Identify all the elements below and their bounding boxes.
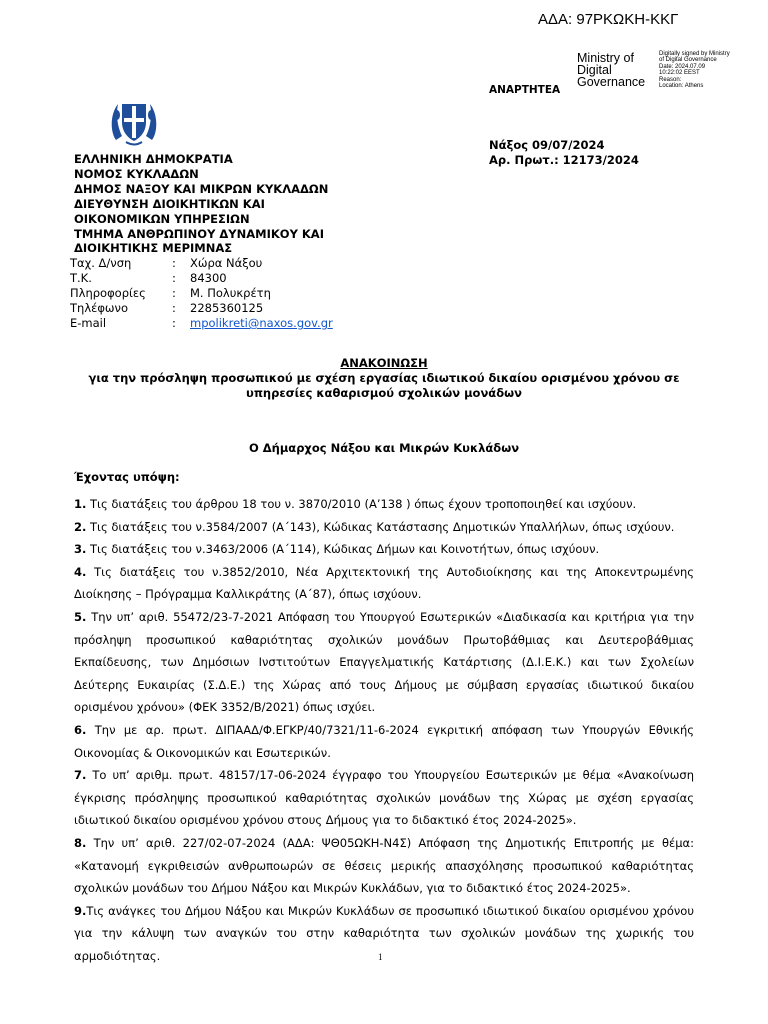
contact-row — [70, 301, 333, 316]
list-item — [74, 832, 694, 900]
item-text: Τις διατάξεις του άρθρου 18 του ν. 3870/2010 (Α’138 ) όπως έχουν τροποποιηθεί και ισχύουν. — [86, 497, 637, 511]
contact-row — [70, 286, 333, 301]
authority-line: ΔΙΕΥΘΥΝΣΗ ΔΙΟΙΚΗΤΙΚΩΝ ΚΑΙ — [74, 196, 265, 211]
announcement-subtitle — [60, 371, 708, 401]
signature-org — [577, 52, 645, 88]
contact-colon: : — [172, 271, 176, 285]
item-number: 7. — [74, 768, 87, 783]
signature-info-line: 10:22:02 EEST — [659, 70, 700, 77]
considerations-list — [74, 493, 694, 967]
protocol-number: Αρ. Πρωτ.: 12173/2024 — [489, 153, 639, 167]
signature-org-line: Ministry of — [577, 51, 634, 65]
signature-org-line: Governance — [577, 75, 646, 89]
item-text: Την υπ’ αριθ. 227/02-07-2024 (ΑΔΑ: ΨΘ05ΩΚΗ-Ν4Σ) Απόφαση της Δημοτικής Επιτροπής με θέμα: «Κατανομή εγκριθεισών ανθρωποωρών σε θέσεις μερικής απασχόλησης προσωπικού καθαριότητας σχολικών μονάδων του Δήμου Νάξου και Μικρών Κυκλάδων, για το διδακτικό έτος 2024-2025». — [74, 835, 694, 896]
subtitle-line: για την πρόσληψη προσωπικού με σχέση εργασίας ιδιωτικού δικαίου ορισμένου χρόνου σε — [88, 371, 680, 385]
subtitle-line: υπηρεσίες καθαρισμού σχολικών μονάδων — [246, 386, 522, 400]
contact-colon: : — [172, 301, 176, 315]
announcement-heading: ΑΝΑΚΟΙΝΩΣΗ — [340, 356, 428, 370]
considering-heading: Έχοντας υπόψη: — [74, 470, 180, 484]
signature-info-line: Date: 2024.07.09 — [659, 63, 706, 70]
contact-key: Πληροφορίες — [70, 286, 146, 300]
list-item — [74, 516, 694, 539]
list-item — [74, 900, 694, 968]
contact-value: 2285360125 — [190, 301, 264, 315]
signature-org-line: Digital — [577, 63, 612, 77]
signature-info — [659, 51, 730, 89]
contact-value: Χώρα Νάξου — [190, 256, 263, 270]
authority-line: ΔΙΟΙΚΗΤΙΚΗΣ ΜΕΡΙΜΝΑΣ — [74, 241, 233, 256]
contact-colon: : — [172, 286, 176, 300]
contact-key: E-mail — [70, 316, 107, 330]
contact-colon: : — [172, 316, 176, 330]
item-text: Το υπ’ αριθμ. πρωτ. 48157/17-06-2024 έγγραφο του Υπουργείου Εσωτερικών με θέμα «Ανακοίνωση έγκρισης πρόσληψης προσωπικού καθαριότητας σχολικών μονάδων της Χώρας με σχέση εργασίας ιδιωτικού δικαίου ορισμένου χρόνου στους Δήμους για το διδακτικό έτος 2024-2025». — [74, 768, 694, 828]
item-text: Τις διατάξεις του ν.3584/2007 (Α΄143), Κώδικας Κατάστασης Δημοτικών Υπαλλήλων, όπως ισχύουν. — [86, 519, 675, 534]
date-block — [489, 138, 639, 168]
item-number: 1. — [74, 497, 87, 511]
item-number: 5. — [74, 609, 87, 624]
contact-key: Τηλέφωνο — [70, 301, 129, 315]
contact-row — [70, 271, 333, 286]
signature-info-line: Location: Athens — [659, 83, 704, 90]
contact-row — [70, 256, 333, 271]
contact-value: 84300 — [190, 271, 227, 285]
date-line: Νάξος 09/07/2024 — [489, 138, 605, 152]
authority-line: ΔΗΜΟΣ ΝΑΞΟΥ ΚΑΙ ΜΙΚΡΩΝ ΚΥΚΛΑΔΩΝ — [74, 181, 329, 196]
email-link[interactable]: mpolikreti@naxos.gov.gr — [190, 316, 333, 330]
greek-emblem-icon — [108, 96, 160, 148]
list-item — [74, 538, 694, 561]
list-item — [74, 764, 694, 832]
item-text: Την με αρ. πρωτ. ΔΙΠΑΑΔ/Φ.ΕΓΚΡ/40/7321/11-6-2024 εγκριτική απόφαση των Υπουργών Εθνικής Οικονομίας & Οικονομικών και Εσωτερικών. — [74, 722, 694, 760]
signature-info-line: Digitally signed by Ministry — [659, 51, 730, 57]
contact-key: Ταχ. Δ/νση — [70, 256, 132, 270]
authority-line: ΝΟΜΟΣ ΚΥΚΛΑΔΩΝ — [74, 166, 199, 181]
item-text: Την υπ’ αριθ. 55472/23-7-2021 Απόφαση του Υπουργού Εσωτερικών «Διαδικασία και κριτήρια για την πρόσληψη προσωπικού καθαριότητας σχολικών μονάδων Πρωτοβάθμιας και Δευτεροβάθμιας Εκπαίδευσης, των Δημόσιων Ινστιτούτων Επαγγελματικής Κατάρτισης (Δ.Ι.Ε.Κ.) και των Σχολείων Δεύτερης Ευκαιρίας (Σ.Δ.Ε.) της Χώρας από τους Δήμους με σύμβαση εργασίας ιδιωτικού δικαίου ορισμένου χρόνου» (ΦΕΚ 3352/Β/2021) όπως ισχύει. — [74, 609, 694, 715]
contact-value — [190, 316, 333, 331]
list-item — [74, 606, 694, 719]
item-number: 4. — [74, 564, 87, 579]
signature-info-line: of Digital Governance — [659, 57, 717, 64]
authority-block — [74, 152, 328, 256]
list-item — [74, 561, 694, 606]
contact-table — [70, 256, 333, 331]
authority-line: ΟΙΚΟΝΟΜΙΚΩΝ ΥΠΗΡΕΣΙΩΝ — [74, 211, 250, 226]
page-number: 1 — [378, 952, 383, 962]
item-number: 2. — [74, 519, 87, 534]
signature-info-line: Reason: — [659, 76, 682, 83]
posting-label: ΑΝΑΡΤΗΤΕΑ — [489, 84, 561, 96]
contact-key: Τ.Κ. — [70, 271, 92, 285]
contact-value: Μ. Πολυκρέτη — [190, 286, 271, 300]
authority-line: ΤΜΗΜΑ ΑΝΘΡΩΠΙΝΟΥ ΔΥΝΑΜΙΚΟΥ ΚΑΙ — [74, 226, 324, 241]
item-number: 8. — [74, 835, 87, 850]
authority-line: ΕΛΛΗΝΙΚΗ ΔΗΜΟΚΡΑΤΙΑ — [74, 152, 233, 166]
item-number: 3. — [74, 542, 87, 557]
mayor-line: Ο Δήμαρχος Νάξου και Μικρών Κυκλάδων — [248, 441, 520, 455]
item-text: Τις διατάξεις του ν.3852/2010, Νέα Αρχιτεκτονική της Αυτοδιοίκησης και της Αποκεντρωμένης Διοίκησης – Πρόγραμμα Καλλικράτης (Α΄87), όπως ισχύουν. — [74, 564, 694, 602]
list-item — [74, 719, 694, 764]
item-number: 6. — [74, 722, 87, 737]
list-item — [74, 493, 694, 516]
contact-colon: : — [172, 256, 176, 270]
ada-code: ΑΔΑ: 97ΡΚΩΚΗ-ΚΚΓ — [538, 11, 679, 28]
item-text: Τις διατάξεις του ν.3463/2006 (Α΄114), Κώδικας Δήμων και Κοινοτήτων, όπως ισχύουν. — [86, 542, 600, 557]
item-number: 9. — [74, 903, 87, 918]
item-text: Τις ανάγκες του Δήμου Νάξου και Μικρών Κυκλάδων σε προσωπικό ιδιωτικού δικαίου ορισμένου χρόνου για την κάλυψη των αναγκών του στην καθαριότητα των σχολικών μονάδων της χωρικής του αρμοδιότητας. — [74, 903, 694, 963]
contact-row — [70, 316, 333, 331]
